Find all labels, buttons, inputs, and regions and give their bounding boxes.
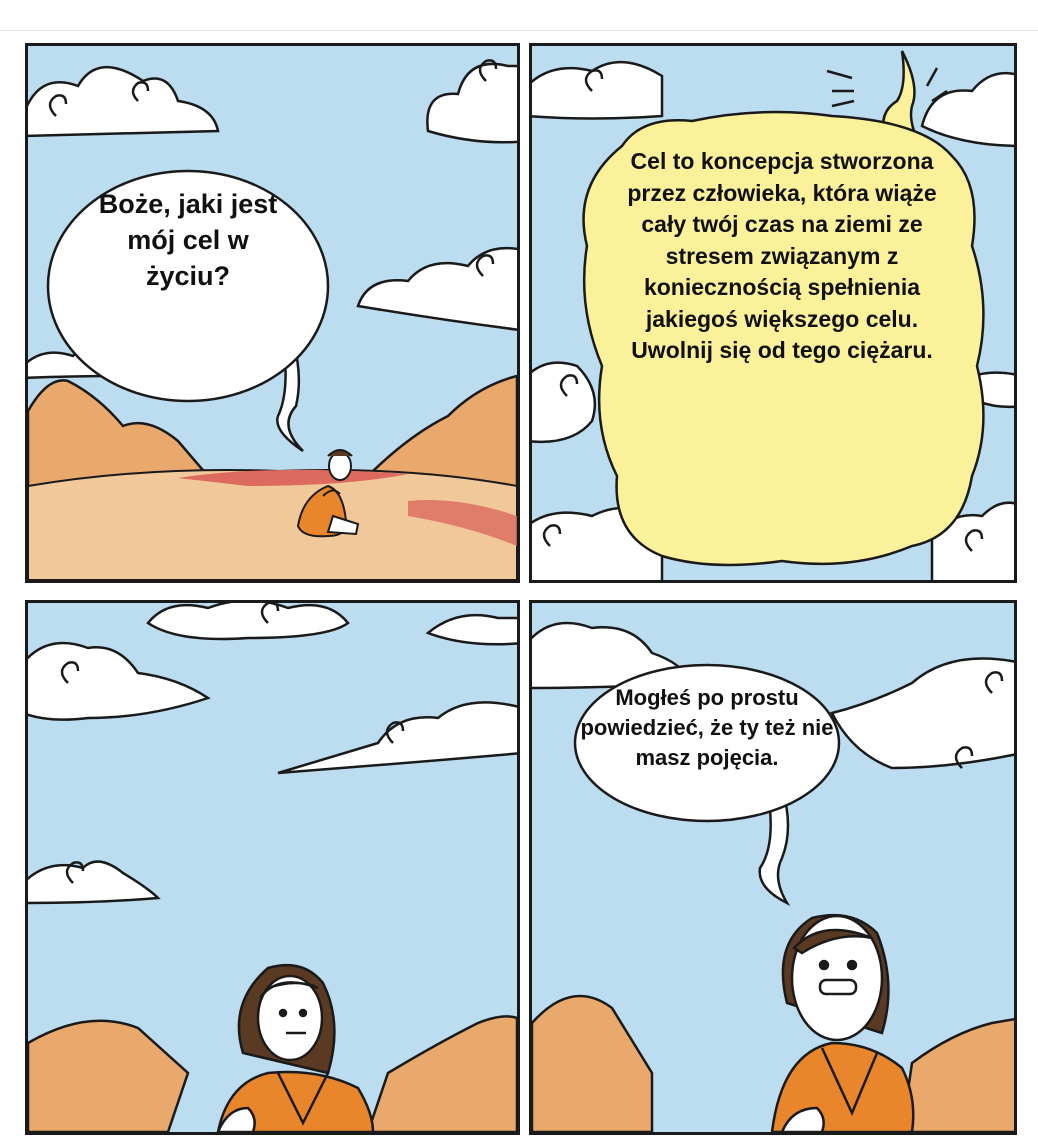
god-speech-text: Cel to koncepcja stworzona przez człowieka, która wiąże cały twój czas na ziemi ze stresem związanym z koniecznością spełnienia jakiegoś większego celu. Uwolnij się od tego ciężaru. [627,148,937,363]
ground [28,470,517,580]
speech-text-4: Mogłeś po prostu powiedzieć, że ty też nie masz pojęcia. [580,685,834,770]
top-divider [0,30,1038,31]
cloud-top-left [532,62,662,118]
comic-panel-3 [25,600,520,1135]
speech-text-1: Boże, jaki jest mój cel w życiu? [98,189,278,291]
cloud-top [148,603,348,639]
panel-3-scene [28,603,517,1132]
comic-panel-4 [529,600,1017,1135]
comic-panel-2 [529,43,1017,583]
comic-panel-1 [25,43,520,583]
panel-1-scene [28,46,517,580]
